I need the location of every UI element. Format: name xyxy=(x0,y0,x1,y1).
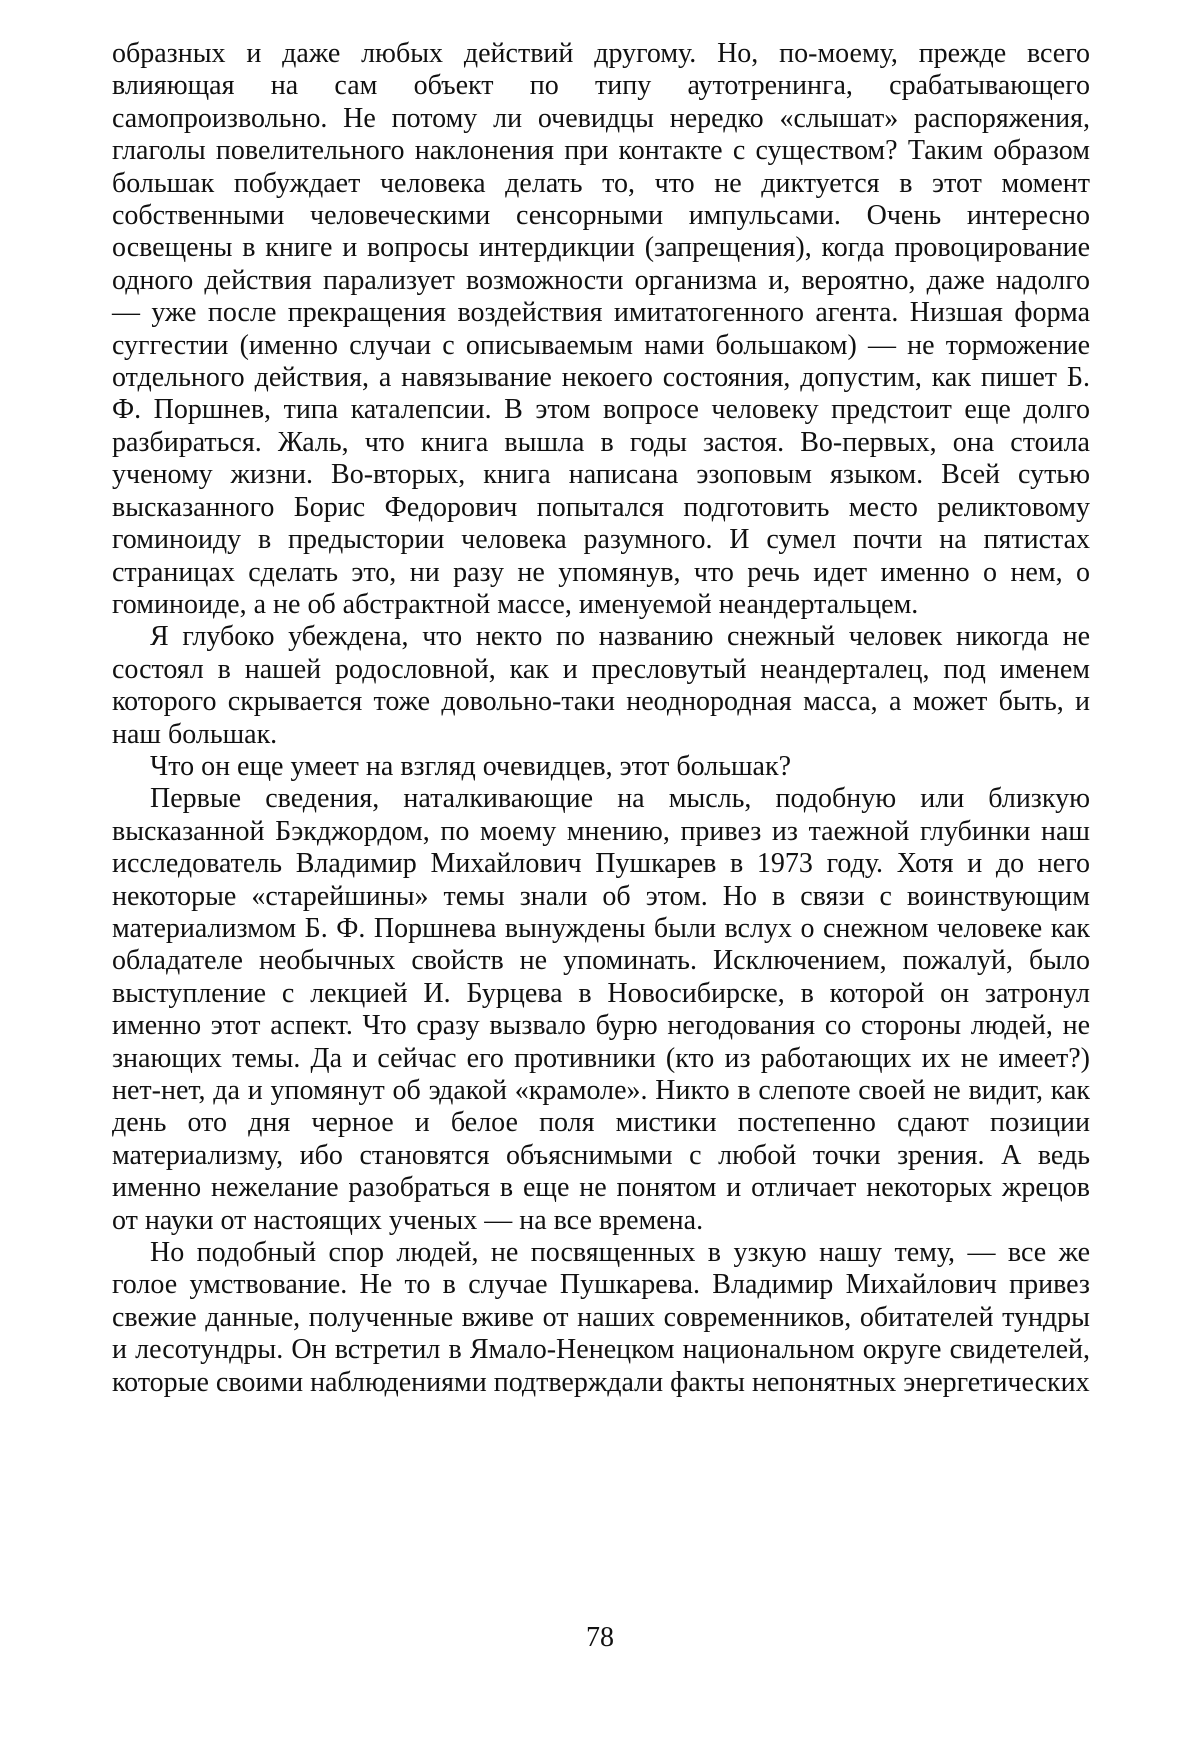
book-page-text xyxy=(112,38,1090,1399)
paragraph-5: Но подобный спор людей, не посвященных в узкую нашу тему, — все же голое умствование. Не то в случае Пушкарева. Владимир Михайлович привез свежие данные, полученные вживе от наших современников, обитателей тундры и лесотундры. Он встретил в Ямало-Ненецком национальном округе свидетелей, которые своими наблюдениями подтверждали факты непонятных энергетических xyxy=(112,1237,1090,1398)
paragraph-4: Первые сведения, наталкивающие на мысль, подобную или близкую высказанной Бэкджордом, по моему мнению, привез из таежной глубинки наш исследователь Владимир Михайлович Пушкарев в 1973 году. Хотя и до него некоторые «старейшины» темы знали об этом. Но в связи с воинствующим материализмом Б. Ф. Поршнева вынуждены были вслух о снежном человеке как обладателе необычных свойств не упоминать. Исключением, пожалуй, было выступление с лекцией И. Бурцева в Новосибирске, в которой он затронул именно этот аспект. Что сразу вызвало бурю негодования со стороны людей, не знающих темы. Да и сейчас его противники (кто из работающих их не имеет?) нет-нет, да и упомянут об эдакой «крамоле». Никто в слепоте своей не видит, как день ото дня черное и белое поля мистики постепенно сдают позиции материализму, ибо становятся объяснимыми с любой точки зрения. А ведь именно нежелание разобраться в еще не понятом и отличает некоторых жрецов от науки от настоящих ученых — на все времена. xyxy=(112,783,1090,1236)
paragraph-3: Что он еще умеет на взгляд очевидцев, этот большак? xyxy=(150,750,792,782)
page-number: 78 xyxy=(586,1622,614,1653)
paragraph-1: образных и даже любых действий другому. Но, по-моему, прежде всего влияющая на сам объект по типу аутотренинга, срабатывающего самопроизвольно. Не потому ли очевидцы нередко «слышат» распоряжения, глаголы повелительного наклонения при контакте с существом? Таким образом большак побуждает человека делать то, что не диктуется в этот момент собственными человеческими сенсорными импульсами. Очень интересно освещены в книге и вопросы интердикции (запрещения), когда провоцирование одного действия парализует возможности организма и, вероятно, даже надолго — уже после прекращения воздействия имитатогенного агента. Низшая форма суггестии (именно случаи с описываемым нами большаком) — не торможение отдельного действия, а навязывание некоего состояния, допустим, как пишет Б. Ф. Поршнев, типа каталепсии. В этом вопросе человеку предстоит еще долго разбираться. Жаль, что книга вышла в годы застоя. Во-первых, она стоила ученому жизни. Во-вторых, книга написана эзоповым языком. Всей сутью высказанного Борис Федорович попытался подготовить место реликтовому гоминоиду в предыстории человека разумного. И сумел почти на пятистах страницах сделать это, ни разу не упомянув, что речь идет именно о нем, о гоминоиде, а не об абстрактной массе, именуемой неандертальцем. xyxy=(112,38,1090,620)
paragraph-2: Я глубоко убеждена, что некто по названию снежный человек никогда не состоял в нашей родословной, как и пресловутый неандерталец, под именем которого скрывается тоже довольно-таки неоднородная масса, а может быть, и наш большак. xyxy=(112,621,1090,750)
